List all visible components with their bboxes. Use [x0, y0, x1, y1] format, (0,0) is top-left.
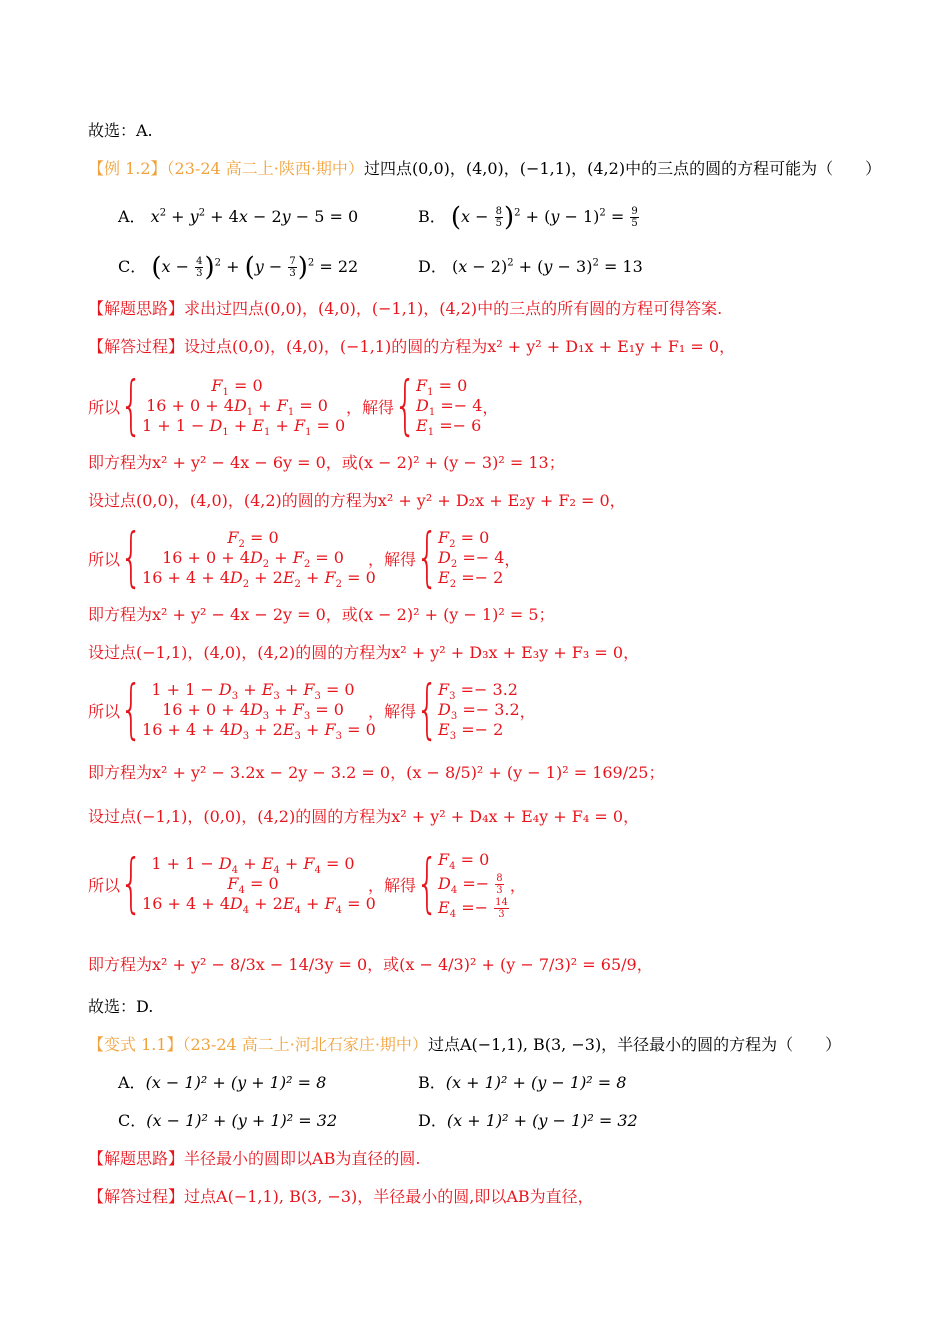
answer-line-1: 故选：A.: [88, 121, 153, 140]
option-a: A． $x^2 + y^2 + 4x - 2y - 5 = 0$: [118, 207, 359, 226]
solution-result-2: 即方程为x² + y² − 4x − 2y = 0，或(x − 2)² + (y − 1)² = 5；: [88, 605, 555, 624]
option-a-formula: $x^2 + y^2 + 4x - 2y - 5 = 0$: [150, 207, 359, 226]
variant-solution-idea: 【解题思路】半径最小的圆即以AB为直径的圆.: [88, 1149, 421, 1168]
option-d: D． $(x - 2)^2 + (y - 3)^2 = 13$: [418, 257, 643, 276]
variant-tag: 【变式 1.1】: [88, 1035, 183, 1054]
example-tag: 【例 1.2】: [88, 159, 167, 178]
equation-system-1: 所以 { $F_1 = 0$ $16 + 0 + 4D_1 + F_1 = 0$ $1 + 1 - D_1 + E_1 + F_1 = 0$ ，解得 { $F_1 = 0$ $D_1 =- 4$ $E_1 =- 6$ ，: [88, 369, 499, 443]
equation-system-2: 所以 { $F_2 = 0$ $16 + 0 + 4D_2 + F_2 = 0$ $16 + 4 + 4D_2 + 2E_2 + F_2 = 0$ ，解得 { $F_2 = 0$ $D_2 =- 4$ $E_2 =- 2$ ，: [88, 521, 521, 595]
option-b-formula: (x − $\frac{8}{5}$ )$^2 + (y - 1)^2$ = $\frac{9}{5}$: [450, 202, 638, 233]
answer-line-2: 故选：D.: [88, 997, 154, 1016]
example-source: （23-24 高二上·陕西·期中）: [166, 159, 364, 178]
option-c: C． (x − $\frac{4}{3}$ )$^2$ + (y − $\frac{7}{3}$ )$^2$ = 22: [118, 252, 359, 283]
variant-question: 过点A(−1,1), B(3, −3)，半径最小的圆的方程为（ ）: [427, 1035, 842, 1054]
solution-step-2: 设过点(0,0)，(4,0)，(4,2)的圆的方程为x² + y² + D₂x + E₂y + F₂ = 0，: [88, 491, 626, 510]
variant-1-1-header: [88, 1034, 841, 1056]
solution-idea: 【解题思路】求出过四点(0,0)，(4,0)，(−1,1)，(4,2)中的三点的所有圆的方程可得答案.: [88, 299, 723, 318]
equation-system-4: 所以 { $1 + 1 - D_4 + E_4 + F_4 = 0$ $F_4 = 0$ $16 + 4 + 4D_4 + 2E_4 + F_4 = 0$ ，解得 { $F_4 = 0$ $D_4$ =− $\frac{8}{3}$ $E_4$ =− $\frac{14}{3}$ ，: [88, 847, 526, 921]
option-b: B． (x − $\frac{8}{5}$ )$^2 + (y - 1)^2$ = $\frac{9}{5}$: [418, 202, 638, 233]
variant-option-d: D．(x + 1)² + (y − 1)² = 32: [418, 1111, 638, 1130]
variant-option-c: C．(x − 1)² + (y + 1)² = 32: [118, 1111, 338, 1130]
variant-solution-process: 【解答过程】过点A(−1,1), B(3, −3)，半径最小的圆,即以AB为直径，: [88, 1187, 594, 1206]
example-1-2-header: [88, 158, 881, 180]
variant-option-a: A．(x − 1)² + (y + 1)² = 8: [118, 1073, 327, 1092]
option-d-formula: $(x - 2)^2 + (y - 3)^2 = 13$: [451, 257, 643, 276]
variant-option-b: B．(x + 1)² + (y − 1)² = 8: [418, 1073, 627, 1092]
option-c-formula: (x − $\frac{4}{3}$ )$^2$ + (y − $\frac{7}{3}$ )$^2$ = 22: [151, 252, 359, 283]
solution-result-3: 即方程为x² + y² − 3.2x − 2y − 3.2 = 0，(x − 8/5)² + (y − 1)² = 169/25；: [88, 763, 665, 782]
example-question: 过四点(0,0)，(4,0)，(−1,1)，(4,2)中的三点的圆的方程可能为（ ）: [363, 159, 882, 178]
solution-result-1: 即方程为x² + y² − 4x − 6y = 0，或(x − 2)² + (y − 3)² = 13；: [88, 453, 565, 472]
equation-system-3: 所以 { $1 + 1 - D_3 + E_3 + F_3 = 0$ $16 + 0 + 4D_3 + F_3 = 0$ $16 + 4 + 4D_3 + 2E_3 + F_3 = 0$ ，解得 { $F_3 =- 3.2$ $D_3 =- 3.2$ $E_3 =- 2$ ，: [88, 673, 536, 747]
solution-result-4: 即方程为x² + y² − 8/3x − 14/3y = 0，或(x − 4/3)² + (y − 7/3)² = 65/9，: [88, 955, 653, 974]
variant-source: （23-24 高二上·河北石家庄·期中）: [182, 1035, 428, 1054]
solution-step-3: 设过点(−1,1)，(4,0)，(4,2)的圆的方程为x² + y² + D₃x + E₃y + F₃ = 0，: [88, 643, 640, 662]
solution-step-4: 设过点(−1,1)，(0,0)，(4,2)的圆的方程为x² + y² + D₄x + E₄y + F₄ = 0，: [88, 807, 640, 826]
solution-step-1: 【解答过程】设过点(0,0)，(4,0)，(−1,1)的圆的方程为x² + y² + D₁x + E₁y + F₁ = 0，: [88, 337, 736, 356]
